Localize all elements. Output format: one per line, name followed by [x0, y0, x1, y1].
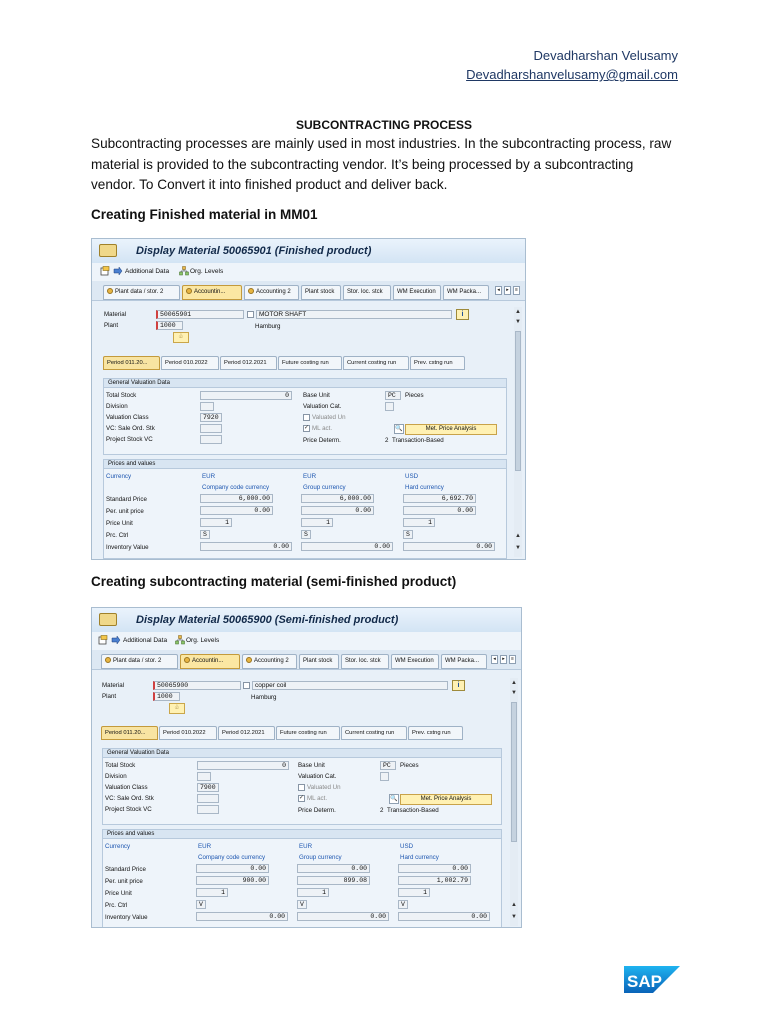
create-icon[interactable]: [100, 266, 110, 276]
valuation-class-field[interactable]: 7920: [200, 413, 222, 422]
view-tabstrip: [92, 281, 525, 301]
group-header: General Valuation Data: [103, 749, 501, 758]
intro-paragraph: Subcontracting processes are mainly used in most industries. In the subcontracting process, raw material is provided to the subcontracting vendor. It’s being processed by a subcontracting vendor. To Convert it into finished product and deliver back.: [91, 136, 672, 192]
plant-name: Hamburg: [251, 694, 277, 701]
valuated-un-label: Valuated Un: [307, 784, 341, 791]
tab-scroll-right-icon[interactable]: ▸: [504, 286, 511, 295]
price-unit-1[interactable]: 1: [200, 518, 232, 527]
base-unit-label: Base Unit: [303, 392, 330, 399]
total-stock-field[interactable]: 0: [197, 761, 289, 770]
tab-label: Plant stock: [303, 658, 333, 664]
inventory-value-3[interactable]: 0.00: [398, 912, 490, 921]
scroll-up-icon[interactable]: ▲: [515, 309, 521, 315]
tab-future-costing-run[interactable]: Future costing run: [276, 726, 340, 740]
price-control-label: Prc. Ctrl: [106, 532, 129, 539]
group-header: Prices and values: [103, 830, 501, 839]
tab-plant-stock[interactable]: [299, 654, 339, 669]
project-stock-label: Project Stock VC: [105, 806, 152, 813]
price-determ-value: 2: [385, 437, 389, 444]
view-tabstrip: [92, 650, 521, 670]
tab-wm-execution[interactable]: [391, 654, 439, 669]
inventory-value-2[interactable]: 0.00: [301, 542, 393, 551]
tab-plant-data-stor-2[interactable]: [103, 285, 180, 300]
standard-price-label: Standard Price: [105, 866, 146, 873]
standard-price-label: Standard Price: [106, 496, 147, 503]
ml-act-label: ML act.: [307, 795, 328, 802]
tab-accounting-1[interactable]: [182, 285, 242, 300]
application-toolbar: [92, 632, 521, 650]
per-unit-price-3[interactable]: 1,002.79: [398, 876, 471, 885]
vc-sale-order-field[interactable]: [200, 424, 222, 433]
additional-data-button[interactable]: Additional Data: [125, 268, 170, 275]
application-toolbar: [92, 263, 525, 281]
window-title-bar: [92, 239, 525, 263]
sap-logo: [624, 966, 680, 993]
base-unit-field[interactable]: PC: [385, 391, 401, 400]
tab-scroll-right-icon[interactable]: ▸: [500, 655, 507, 664]
search-icon[interactable]: 🔍: [395, 426, 403, 432]
period-tabstrip: [103, 356, 503, 370]
price-determ-text: Transaction-Based: [387, 807, 439, 814]
sap-logo-text: SAP: [627, 972, 662, 991]
plant-label: Plant: [104, 322, 119, 329]
tab-label: Accounting 2: [254, 658, 289, 664]
tab-scroll-left-icon[interactable]: ◂: [491, 655, 498, 664]
valuation-cat-label: Valuation Cat.: [303, 403, 342, 410]
info-icon[interactable]: i: [456, 309, 469, 320]
standard-price-1[interactable]: 6,000.00: [200, 494, 273, 503]
org-levels-icon: [175, 635, 185, 645]
division-label: Division: [105, 773, 127, 780]
sap-screen-semi-finished-product: [91, 607, 522, 928]
tab-list-icon[interactable]: ≡: [513, 286, 520, 295]
scroll-down-icon[interactable]: ▼: [515, 545, 521, 551]
org-levels-icon: [179, 266, 189, 276]
base-unit-label: Base Unit: [298, 762, 325, 769]
ml-act-checkbox[interactable]: ✓: [304, 425, 310, 431]
author-block: [466, 46, 678, 84]
scroll-thumb[interactable]: [511, 702, 517, 842]
scroll-down-icon[interactable]: ▼: [515, 319, 521, 325]
info-icon[interactable]: i: [452, 680, 465, 691]
standard-price-3[interactable]: 0.00: [398, 864, 471, 873]
price-determ-label: Price Determ.: [298, 807, 336, 814]
vertical-scrollbar[interactable]: [510, 678, 518, 926]
menu-icon[interactable]: [99, 244, 117, 257]
price-analysis-button[interactable]: Met. Price Analysis: [400, 794, 492, 805]
tab-label: WM Execution: [395, 658, 434, 664]
tab-stor-loc-stck[interactable]: [341, 654, 389, 669]
tab-label: WM Execution: [397, 289, 436, 295]
material-description-field[interactable]: copper coil: [252, 681, 448, 690]
document-title: SUBCONTRACTING PROCESS: [295, 118, 472, 132]
currency-sub-2: Group currency: [303, 484, 346, 491]
per-unit-price-3[interactable]: 0.00: [403, 506, 476, 515]
price-unit-3[interactable]: 1: [403, 518, 435, 527]
tab-label: Accountin...: [192, 658, 224, 664]
price-unit-label: Price Unit: [105, 890, 132, 897]
per-unit-price-1[interactable]: 0.00: [200, 506, 273, 515]
valuation-cat-label: Valuation Cat.: [298, 773, 337, 780]
tab-scroll-left-icon[interactable]: ◂: [495, 286, 502, 295]
scroll-down-icon[interactable]: ▼: [511, 690, 517, 696]
per-unit-price-label: Per. unit price: [105, 878, 143, 885]
price-control-1[interactable]: V: [196, 900, 206, 909]
division-field[interactable]: [197, 772, 211, 781]
tab-status-icon: [105, 657, 111, 663]
total-stock-label: Total Stock: [106, 392, 137, 399]
tab-label: Accountin...: [194, 289, 226, 295]
currency-sub-2: Group currency: [299, 854, 342, 861]
tab-accounting-2[interactable]: [242, 654, 297, 669]
valuated-un-label: Valuated Un: [312, 414, 346, 421]
currency-2: EUR: [303, 473, 317, 480]
project-stock-field[interactable]: [200, 435, 222, 444]
price-unit-2[interactable]: 1: [297, 888, 329, 897]
tab-label: Stor. loc. stck: [345, 658, 381, 664]
material-field[interactable]: 50065901: [156, 310, 244, 319]
tab-label: Accounting 2: [256, 289, 291, 295]
window-title-bar: [92, 608, 521, 632]
tab-stor-loc-stck[interactable]: [343, 285, 391, 300]
price-determ-label: Price Determ.: [303, 437, 341, 444]
tab-status-icon: [186, 288, 192, 294]
currency-1: EUR: [198, 843, 212, 850]
price-control-2[interactable]: V: [297, 900, 307, 909]
material-text-checkbox[interactable]: [247, 311, 254, 318]
tab-prev-costing-run[interactable]: Prev. cstng run: [408, 726, 463, 740]
window-title: Display Material 50065900 (Semi-finished product): [136, 614, 399, 626]
scroll-down-icon[interactable]: ▼: [511, 914, 517, 920]
valuation-cat-field[interactable]: [380, 772, 389, 781]
price-determ-text: Transaction-Based: [392, 437, 444, 444]
scroll-thumb[interactable]: [515, 331, 521, 471]
tab-period-current[interactable]: Period 011.20...: [103, 356, 160, 370]
price-control-1[interactable]: S: [200, 530, 210, 539]
ml-act-label: ML act.: [312, 425, 333, 432]
currency-sub-1: Company code currency: [198, 854, 266, 861]
org-levels-button[interactable]: Org. Levels: [190, 268, 224, 275]
inventory-value-label: Inventory Value: [106, 544, 149, 551]
group-header: Prices and values: [104, 460, 506, 469]
per-unit-price-1[interactable]: 900.00: [196, 876, 269, 885]
tab-wm-execution[interactable]: [393, 285, 441, 300]
base-unit-field[interactable]: PC: [380, 761, 396, 770]
valuation-class-field[interactable]: 7900: [197, 783, 219, 792]
per-unit-price-2[interactable]: 899.08: [297, 876, 370, 885]
material-text-checkbox[interactable]: [243, 682, 250, 689]
org-levels-button[interactable]: Org. Levels: [186, 637, 220, 644]
tab-label: WM Packa...: [445, 658, 480, 664]
base-unit-text: Pieces: [405, 392, 424, 399]
price-determ-value: 2: [380, 807, 384, 814]
inventory-value-2[interactable]: 0.00: [297, 912, 389, 921]
tab-label: Plant data / stor. 2: [113, 658, 162, 664]
search-icon[interactable]: 🔍: [390, 796, 398, 802]
standard-price-2[interactable]: 6,000.00: [301, 494, 374, 503]
ml-act-checkbox[interactable]: ✓: [299, 795, 305, 801]
inventory-value-3[interactable]: 0.00: [403, 542, 495, 551]
tab-label: Plant data / stor. 2: [115, 289, 164, 295]
currency-label: Currency: [105, 843, 131, 850]
price-unit-3[interactable]: 1: [398, 888, 430, 897]
menu-icon[interactable]: [99, 613, 117, 626]
currency-1: EUR: [202, 473, 216, 480]
standard-price-2[interactable]: 0.00: [297, 864, 370, 873]
tab-label: Plant stock: [305, 289, 335, 295]
tab-label: Stor. loc. stck: [347, 289, 383, 295]
window-title: Display Material 50065901 (Finished product): [136, 245, 372, 257]
inventory-value-label: Inventory Value: [105, 914, 148, 921]
tab-future-costing-run[interactable]: Future costing run: [278, 356, 342, 370]
valuated-un-checkbox[interactable]: [303, 414, 310, 421]
inventory-value-1[interactable]: 0.00: [196, 912, 288, 921]
project-stock-field[interactable]: [197, 805, 219, 814]
material-label: Material: [102, 682, 125, 689]
sap-screen-finished-product: [91, 238, 526, 560]
currency-sub-1: Company code currency: [202, 484, 270, 491]
vc-sale-order-label: VC: Sale Ord. Stk: [106, 425, 155, 432]
tab-list-icon[interactable]: ≡: [509, 655, 516, 664]
plant-field[interactable]: 1000: [156, 321, 183, 330]
create-icon[interactable]: [98, 635, 108, 645]
material-description-field[interactable]: MOTOR SHAFT: [256, 310, 452, 319]
currency-sub-3: Hard currency: [400, 854, 439, 861]
tab-wm-packaging[interactable]: [443, 285, 489, 300]
currency-3: USD: [400, 843, 414, 850]
plant-name: Hamburg: [255, 323, 281, 330]
price-control-2[interactable]: S: [301, 530, 311, 539]
author-email[interactable]: Devadharshanvelusamy@gmail.com: [466, 67, 678, 82]
total-stock-label: Total Stock: [105, 762, 136, 769]
price-unit-1[interactable]: 1: [196, 888, 228, 897]
plant-label: Plant: [102, 693, 117, 700]
heading-subcontracting-material: Creating subcontracting material (semi-finished product): [91, 574, 457, 589]
scroll-up-icon[interactable]: ▲: [515, 533, 521, 539]
author-name: Devadharshan Velusamy: [533, 48, 678, 63]
inventory-value-1[interactable]: 0.00: [200, 542, 292, 551]
per-unit-price-label: Per. unit price: [106, 508, 144, 515]
currency-2: EUR: [299, 843, 313, 850]
arrow-right-icon: [111, 635, 121, 645]
division-field[interactable]: [200, 402, 214, 411]
price-analysis-button[interactable]: Met. Price Analysis: [405, 424, 497, 435]
material-field[interactable]: 50065900: [153, 681, 241, 690]
tab-period-current[interactable]: Period 011.20...: [101, 726, 158, 740]
tab-status-icon: [107, 288, 113, 294]
vertical-scrollbar[interactable]: [514, 307, 522, 557]
additional-data-button[interactable]: Additional Data: [123, 637, 168, 644]
tab-period-previous[interactable]: Period 010.2022: [161, 356, 219, 370]
tab-period-last-year[interactable]: Period 012.2021: [218, 726, 275, 740]
heading-finished-material: Creating Finished material in MM01: [91, 207, 318, 222]
vc-sale-order-label: VC: Sale Ord. Stk: [105, 795, 154, 802]
project-stock-label: Project Stock VC: [106, 436, 153, 443]
per-unit-price-2[interactable]: 0.00: [301, 506, 374, 515]
scroll-up-icon[interactable]: ▲: [511, 680, 517, 686]
valuation-cat-field[interactable]: [385, 402, 394, 411]
currency-3: USD: [405, 473, 419, 480]
tab-accounting-1[interactable]: [180, 654, 240, 669]
org-data-icon[interactable]: ♧: [169, 703, 185, 714]
tab-period-previous[interactable]: Period 010.2022: [159, 726, 217, 740]
tab-accounting-2[interactable]: [244, 285, 299, 300]
tab-current-costing-run[interactable]: Current costing run: [343, 356, 409, 370]
total-stock-field[interactable]: 0: [200, 391, 292, 400]
valuation-class-label: Valuation Class: [106, 414, 149, 421]
tab-period-last-year[interactable]: Period 012.2021: [220, 356, 277, 370]
material-label: Material: [104, 311, 127, 318]
currency-label: Currency: [106, 473, 132, 480]
tab-status-icon: [246, 657, 252, 663]
price-unit-2[interactable]: 1: [301, 518, 333, 527]
tab-wm-packaging[interactable]: [441, 654, 487, 669]
price-control-label: Prc. Ctrl: [105, 902, 128, 909]
period-tabstrip: [101, 726, 501, 740]
price-control-3[interactable]: V: [398, 900, 408, 909]
scroll-up-icon[interactable]: ▲: [511, 902, 517, 908]
division-label: Division: [106, 403, 128, 410]
tab-plant-stock[interactable]: [301, 285, 341, 300]
standard-price-3[interactable]: 6,692.70: [403, 494, 476, 503]
tab-status-icon: [248, 288, 254, 294]
arrow-right-icon: [113, 266, 123, 276]
tab-label: WM Packa...: [447, 289, 482, 295]
tab-plant-data-stor-2[interactable]: [101, 654, 178, 669]
currency-sub-3: Hard currency: [405, 484, 444, 491]
valuated-un-checkbox[interactable]: [298, 784, 305, 791]
org-data-icon[interactable]: ♧: [173, 332, 189, 343]
price-control-3[interactable]: S: [403, 530, 413, 539]
standard-price-1[interactable]: 0.00: [196, 864, 269, 873]
tab-prev-costing-run[interactable]: Prev. cstng run: [410, 356, 465, 370]
valuation-class-label: Valuation Class: [105, 784, 148, 791]
group-header: General Valuation Data: [104, 379, 506, 388]
plant-field[interactable]: 1000: [153, 692, 180, 701]
tab-current-costing-run[interactable]: Current costing run: [341, 726, 407, 740]
vc-sale-order-field[interactable]: [197, 794, 219, 803]
base-unit-text: Pieces: [400, 762, 419, 769]
tab-status-icon: [184, 657, 190, 663]
price-unit-label: Price Unit: [106, 520, 133, 527]
